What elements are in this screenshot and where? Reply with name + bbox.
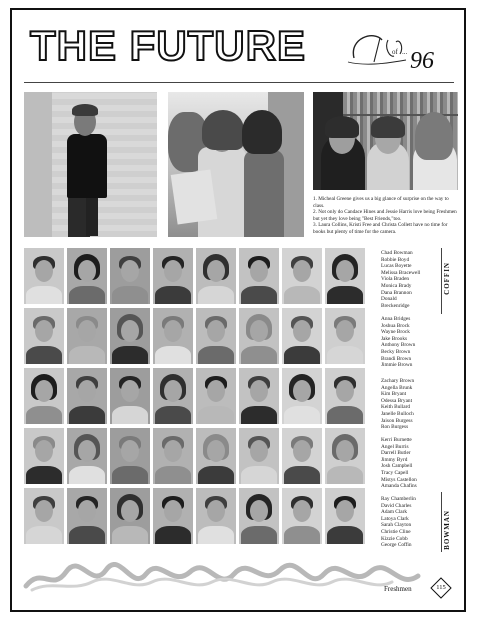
student-name: Sarah Clayton	[381, 522, 412, 529]
student-portrait	[67, 428, 107, 484]
student-name: Jake Brooks	[381, 335, 408, 342]
student-name: Mistys Castellon	[381, 476, 417, 483]
side-label-bottom: BOWMAN	[443, 510, 451, 550]
section-label: Freshmen	[384, 585, 412, 593]
student-name: Dana Brannon	[381, 289, 412, 296]
student-portrait	[239, 248, 279, 304]
student-name: Jaison Burgess	[381, 417, 413, 424]
name-block-4	[381, 437, 441, 490]
student-portrait	[110, 428, 150, 484]
page-title: THE FUTURE	[30, 22, 306, 69]
student-name: Tracy Capell	[381, 469, 409, 476]
header-divider	[24, 82, 454, 83]
student-portrait	[239, 308, 279, 364]
student-portrait	[110, 488, 150, 544]
student-name: Ray Chamberlin	[381, 496, 416, 502]
student-name: Brandi Brown	[381, 355, 412, 362]
student-portrait	[196, 428, 236, 484]
student-name: Christie Cline	[381, 528, 411, 535]
side-label-top: COFFIN	[443, 262, 451, 295]
student-portrait	[325, 248, 365, 304]
caption-3: 3. Laura Collins, Kristi Free and Christa Collett have no time for books but plenty of time for the camera.	[313, 222, 448, 235]
student-portrait	[325, 368, 365, 424]
candid-photo-2	[168, 92, 304, 237]
student-portrait	[24, 488, 64, 544]
student-name: Angella Brunk	[381, 384, 413, 391]
svg-text:of: of	[392, 48, 398, 56]
student-portrait	[24, 428, 64, 484]
student-portrait	[153, 368, 193, 424]
student-portrait	[282, 368, 322, 424]
student-name: Kizzie Cobb	[381, 535, 408, 542]
student-portrait	[67, 368, 107, 424]
student-name: Zachary Brown	[381, 378, 415, 384]
student-name: Kerri Burnette	[381, 437, 412, 443]
decorative-script-banner	[22, 562, 422, 594]
caption-2: 2. Not only do Candace Hines and Jessie Harris love being Freshmen but yet they love being "Best Friends,"too.	[313, 209, 457, 222]
page-number: 115	[436, 584, 446, 591]
student-name: Jimmie Brown	[381, 362, 413, 369]
student-portrait	[153, 428, 193, 484]
student-name: Becky Brown	[381, 348, 411, 355]
svg-text:...: ...	[402, 48, 408, 56]
student-portrait	[196, 368, 236, 424]
student-name: Anna Bridges	[381, 316, 411, 322]
student-name: Joshua Brock	[381, 322, 410, 329]
student-name: Lucas Boyette	[381, 263, 412, 270]
student-name: David Charles	[381, 502, 412, 509]
student-name: Jimmy Byrd	[381, 456, 408, 463]
student-name: Kim Bryant	[381, 391, 407, 398]
student-portrait	[282, 488, 322, 544]
student-portrait	[110, 368, 150, 424]
class-of-logo	[344, 28, 444, 74]
name-block-3	[381, 378, 441, 431]
student-name: Odessa Bryant	[381, 397, 413, 404]
student-portrait	[153, 488, 193, 544]
student-name: Robbie Boyd	[381, 256, 410, 263]
student-name: George Coffin	[381, 542, 412, 549]
student-name: Adam Clark	[381, 509, 408, 516]
student-name: Latoya Clark	[381, 515, 409, 522]
student-portrait	[196, 248, 236, 304]
student-portrait	[239, 428, 279, 484]
student-portrait	[67, 488, 107, 544]
student-portrait	[325, 308, 365, 364]
student-portrait	[24, 248, 64, 304]
student-name: Anthony Brown	[381, 342, 416, 349]
student-portrait	[325, 428, 365, 484]
student-portrait	[67, 308, 107, 364]
caption-1: 1. Micheal Greene gives us a big glance of surprise on the way to class.	[313, 196, 449, 209]
student-portrait	[110, 308, 150, 364]
student-portrait	[282, 308, 322, 364]
student-portrait	[67, 248, 107, 304]
student-portrait	[153, 308, 193, 364]
portrait-grid	[24, 248, 364, 548]
photo-captions	[313, 196, 458, 236]
student-portrait	[110, 248, 150, 304]
student-name: Melissa Bracewell	[381, 269, 421, 276]
name-block-2	[381, 316, 441, 369]
student-portrait	[196, 488, 236, 544]
student-name: Ron Burgess	[381, 424, 409, 431]
student-name: Darrell Butler	[381, 450, 411, 457]
student-name: Donald	[381, 296, 397, 303]
student-portrait	[239, 368, 279, 424]
student-name: Wayne Brock	[381, 329, 410, 336]
student-name: Janelle Bulloch	[381, 410, 414, 417]
student-portrait	[24, 308, 64, 364]
svg-text:96: 96	[410, 48, 434, 74]
student-portrait	[239, 488, 279, 544]
name-block-5	[381, 496, 441, 549]
student-portrait	[24, 368, 64, 424]
student-portrait	[325, 488, 365, 544]
student-portrait	[196, 308, 236, 364]
candid-photo-1	[24, 92, 157, 237]
side-divider-top	[441, 248, 442, 314]
student-portrait	[153, 248, 193, 304]
candid-photo-3	[313, 92, 458, 190]
student-name: Keith Bullard	[381, 404, 410, 411]
name-block-1	[381, 250, 441, 309]
student-name: Angel Burris	[381, 443, 409, 450]
student-portrait	[282, 428, 322, 484]
student-name: Breckenridge	[381, 302, 410, 309]
student-name: Monica Brady	[381, 282, 412, 289]
student-name: Chad Bowman	[381, 250, 413, 256]
student-name: Viola Braden	[381, 276, 410, 283]
student-portrait	[282, 248, 322, 304]
side-divider-bottom	[441, 492, 442, 552]
student-name: Josh Campbell	[381, 463, 413, 470]
student-name: Amanda Chafins	[381, 483, 417, 490]
